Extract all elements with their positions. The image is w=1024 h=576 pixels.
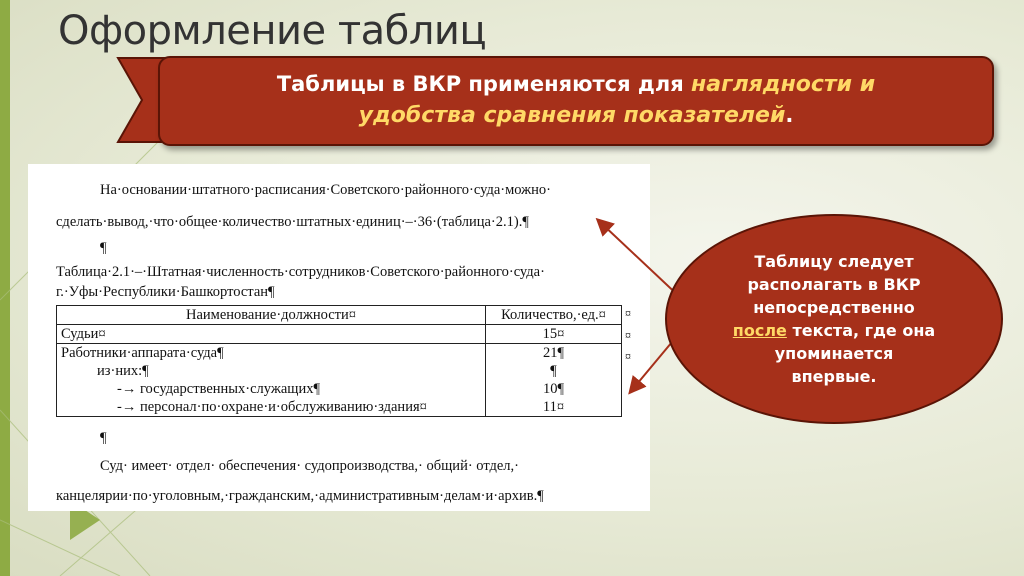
callout-line-rest: текста, где она	[786, 321, 936, 340]
table-cell-line: -→ персонал·по·охране·и·обслуживанию·здания¤	[117, 399, 427, 415]
table-header-cell: Количество,·ед.¤	[486, 306, 622, 325]
table-caption-line2: г.·Уфы·Республики·Башкортостан¶	[56, 284, 275, 300]
table-cell-line: 21¶	[542, 345, 565, 361]
table-cell-line: 10¶	[542, 381, 565, 397]
callout-line: упоминается	[774, 344, 894, 363]
callout-line: непосредственно	[753, 298, 915, 317]
callout-emphasis-after: после	[732, 321, 787, 340]
table-cell: 15¤	[486, 325, 622, 344]
document-table	[56, 305, 622, 417]
table-row	[57, 344, 622, 417]
table-cell: Судьи¤	[57, 325, 486, 344]
banner-suffix: .	[785, 103, 794, 127]
callout-line: Таблицу следует	[754, 252, 914, 271]
table-cell-multiline	[486, 344, 622, 417]
banner-callout	[158, 56, 994, 146]
slide-title: Оформление таблиц	[58, 8, 487, 54]
table-cell-line: из·них:¶	[97, 363, 149, 379]
callout-line: впервые.	[791, 367, 877, 386]
table-header-row	[57, 306, 622, 325]
callout-line	[733, 319, 935, 342]
row-end-mark: ¤	[625, 306, 631, 320]
banner-emphasis: наглядности и удобства сравнения показателей	[358, 72, 876, 128]
para2-line2: канцелярии·по·уголовным,·гражданским,·административным·делам·и·архив.¶	[56, 488, 544, 504]
callout-line: располагать в ВКР	[747, 275, 921, 294]
table-cell-multiline	[57, 344, 486, 417]
table-caption-line1: Таблица·2.1·–·Штатная·численность·сотрудников·Советского·районного·суда·	[56, 264, 545, 280]
table-row	[57, 325, 622, 344]
para2-line1: Суд· имеет· отдел· обеспечения· судопроизводства,· общий· отдел,·	[100, 458, 519, 474]
table-cell-line: ¶	[550, 363, 557, 379]
row-end-mark: ¤	[625, 328, 631, 342]
table-header-cell: Наименование·должности¤	[57, 306, 486, 325]
table-cell-line: Работники·аппарата·суда¶	[61, 345, 224, 361]
document-screenshot	[28, 164, 650, 511]
table-cell-line: -→ государственных·служащих¶	[117, 381, 321, 397]
para1-line1: На·основании·штатного·расписания·Советского·районного·суда·можно·	[100, 182, 552, 198]
banner-prefix: Таблицы в ВКР применяются для	[276, 72, 692, 97]
empty-paragraph: ¶	[100, 430, 107, 446]
callout-oval	[665, 214, 1003, 424]
row-end-mark: ¤	[625, 349, 631, 363]
table-cell-line: 11¤	[542, 399, 565, 415]
empty-paragraph: ¶	[100, 240, 107, 256]
para1-line2: сделать·вывод,·что·общее·количество·штатных·единиц·–·36·(таблица·2.1).¶	[56, 214, 529, 230]
